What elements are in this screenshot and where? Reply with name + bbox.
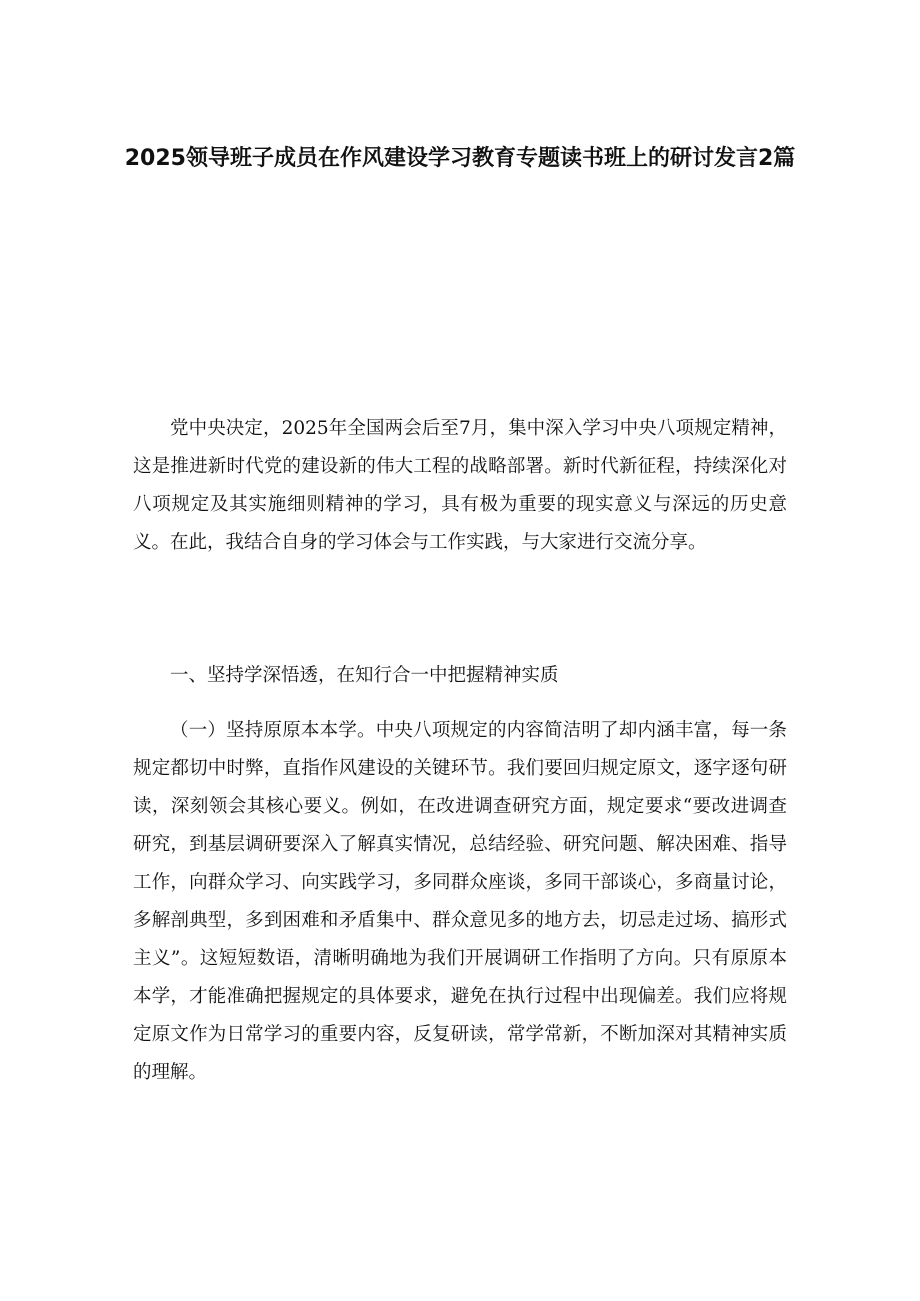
intro-paragraph: 党中央决定，2025年全国两会后至7月，集中深入学习中央八项规定精神，这是推进新时代党的建设新的伟大工程的战略部署。新时代新征程，持续深化对八项规定及其实施细则精神的学习，具有极为重要的现实意义与深远的历史意义。在此，我结合自身的学习体会与工作实践，与大家进行交流分享。 bbox=[133, 418, 787, 553]
document-title: 2025领导班子成员在作风建设学习教育专题读书班上的研讨发言2篇 bbox=[124, 146, 796, 171]
section-heading: 一、坚持学深悟透，在知行合一中把握精神实质 bbox=[170, 665, 559, 686]
subsection-paragraph: （一）坚持原原本本学。中央八项规定的内容简洁明了却内涵丰富，每一条规定都切中时弊，直指作风建设的关键环节。我们要回归规定原文，逐字逐句研读，深刻领会其核心要义。例如，在改进调查研究方面，规定要求“要改进调查研究，到基层调研要深入了解真实情况，总结经验、研究问题、解决困难、指导工作，向群众学习、向实践学习，多同群众座谈，多同干部谈心，多商量讨论，多解剖典型，多到困难和矛盾集中、群众意见多的地方去，切忌走过场、搞形式主义”。这短短数语，清晰明确地为我们开展调研工作指明了方向。只有原原本本学，才能准确把握规定的具体要求，避免在执行过程中出现偏差。我们应将规定原文作为日常学习的重要内容，反复研读，常学常新，不断加深对其精神实质的理解。 bbox=[133, 720, 787, 1083]
